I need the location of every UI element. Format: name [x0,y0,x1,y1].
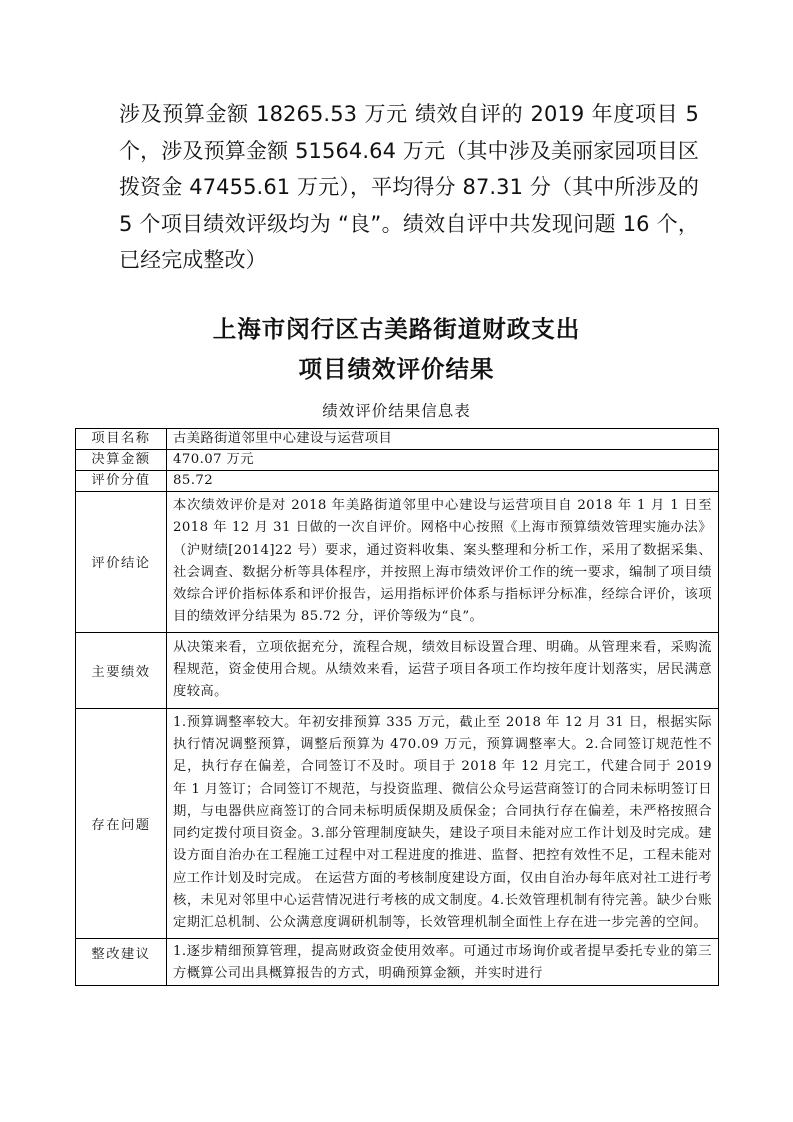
page-title-line2: 项目绩效评价结果 [298,355,495,383]
table-row [76,429,719,450]
row-label-rectification: 整改建议 [76,938,167,986]
row-label-main-performance: 主要绩效 [76,632,167,708]
row-label-conclusion: 评价结论 [76,492,167,633]
row-value-main-performance: 从决策来看，立项依据充分，流程合规，绩效目标设置合理、明确。从管理来看，采购流程规范，资金使用合规。从绩效来看，运营子项目各项工作均按年度计划落实，居民满意度较高。 [167,632,719,708]
row-value-issues: 1.预算调整率较大。年初安排预算 335 万元，截止至 2018 年 12 月 31 日，根据实际执行情况调整预算，调整后预算为 470.09 万元，预算调整率大。2.合同签订规范性不足，执行存在偏差，合同签订不及时。项目于 2018 年 12 月完工，代建合同于 2019 年 1 月签订；合同签订不规范，与投资监理、微信公众号运营商签订的合同未标明签订日期，与电器供应商签订的合同未标明质保期及质保金；合同执行存在偏差，未严格按照合同约定拨付项目资金。3.部分管理制度缺失，建设子项目未能对应工作计划及时完成。建设方面自治办在工程施工过程中对工程进度的推进、监督、把控有效性不足，工程未能对应工作计划及时完成。 在运营方面的考核制度建设方面，仅由自治办每年底对社工进行考核，未见对邻里中心运营情况进行考核的成文制度。4.长效管理机制有待完善。缺少台账定期汇总机制、公众满意度调研机制等，长效管理机制全面性上存在进一步完善的空间。 [167,708,719,938]
table-row [76,450,719,471]
table-row [76,632,719,708]
table-row [76,938,719,986]
row-label-project-name: 项目名称 [76,429,167,450]
row-label-issues: 存在问题 [76,708,167,938]
row-label-score: 评价分值 [76,471,167,492]
intro-paragraph: 涉及预算金额 18265.53 万元 绩效自评的 2019 年度项目 5 个，涉及预算金额 51564.64 万元（其中涉及美丽家园项目区拨资金 47455.61 万元），平均得分 87.31 分（其中所涉及的 5 个项目绩效评级均为 “良”。绩效自评中共发现问题 16 个，已经完成整改） [119,102,699,272]
intro-section [119,96,699,279]
evaluation-info-table [75,428,719,986]
row-label-final-amount: 决算金额 [76,450,167,471]
table-row [76,492,719,633]
table-row [76,708,719,938]
row-value-score: 85.72 [167,471,719,492]
table-row [76,471,719,492]
table-caption: 绩效评价结果信息表 [322,402,471,420]
row-value-final-amount: 470.07 万元 [167,450,719,471]
row-value-conclusion: 本次绩效评价是对 2018 年美路街道邻里中心建设与运营项目自 2018 年 1 月 1 日至 2018 年 12 月 31 日做的一次自评价。网格中心按照《上海市预算绩效管理实施办法》（沪财绩[2014]22 号）要求，通过资料收集、案头整理和分析工作，采用了数据采集、社会调查、数据分析等具体程序，并按照上海市绩效评价工作的统一要求，编制了项目绩效综合评价指标体系和评价报告，运用指标评价体系与指标评分标准，经综合评价，该项目的绩效评分结果为 85.72 分，评价等级为“良”。 [167,492,719,633]
row-value-rectification: 1.逐步精细预算管理，提高财政资金使用效率。可通过市场询价或者提早委托专业的第三方概算公司出具概算报告的方式，明确预算金额，并实时进行 [167,938,719,986]
row-value-project-name: 古美路街道邻里中心建设与运营项目 [167,429,719,450]
page-title-line1: 上海市闵行区古美路街道财政支出 [212,315,581,343]
